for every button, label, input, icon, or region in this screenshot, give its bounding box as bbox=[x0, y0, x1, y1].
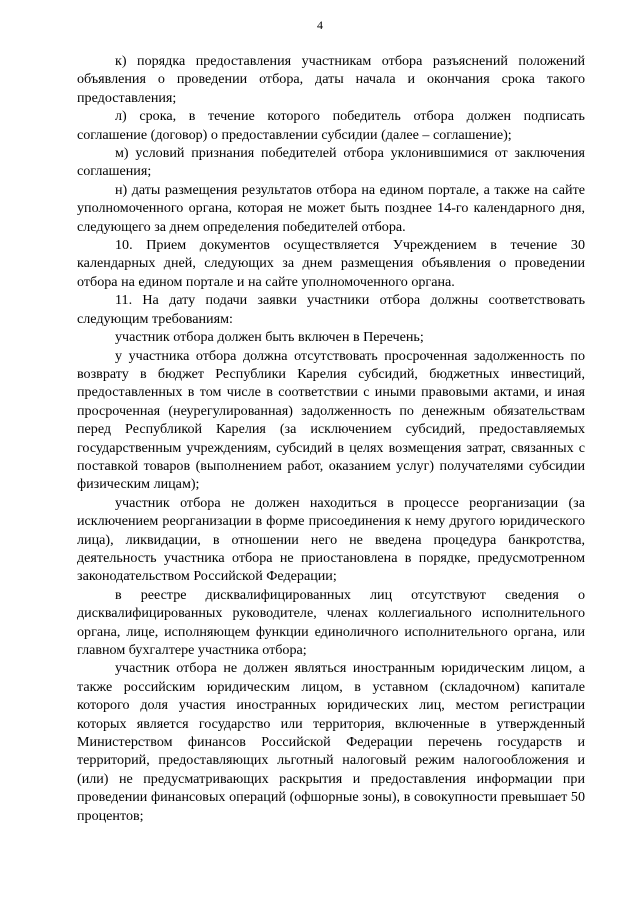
requirement-no-reorganization: участник отбора не должен находиться в процессе реорганизации (за исключением реорганизации в форме присоединения к нему другого юридического лица), ликвидации, в отношении него не введена процедура банкротства, деятельность участника отбора не приостановлена в порядке, предусмотренном законодательством Российской Федерации; bbox=[77, 494, 585, 585]
document-body bbox=[77, 52, 585, 825]
paragraph-item-n: н) даты размещения результатов отбора на едином портале, а также на сайте уполномоченного органа, которая не может быть позднее 14-го календарного дня, следующего за днем определения победителей отбора. bbox=[77, 181, 585, 235]
requirement-no-overdue-debt: у участника отбора должна отсутствовать просроченная задолженность по возврату в бюджет Республики Карелия субсидий, бюджетных инвестиций, предоставленных в том числе в соответствии с иными правовыми актами, и иная просроченная (неурегулированная) задолженность по денежным обязательствам перед Республикой Карелия (за исключением субсидий, предоставляемых государственным учреждениям, субсидий в целях возмещения затрат, связанных с поставкой товаров (выполнением работ, оказанием услуг) получателями субсидии физическим лицам); bbox=[77, 347, 585, 493]
paragraph-item-l: л) срока, в течение которого победитель отбора должен подписать соглашение (договор) о предоставлении субсидии (далее – соглашение); bbox=[77, 108, 585, 143]
requirement-not-foreign-entity: участник отбора не должен являться иностранным юридическим лицом, а также российским юридическим лицом, в уставном (складочном) капитале которого доля участия иностранных юридических лиц, местом регистрации которых является государство или территория, включенные в утвержденный Министерством финансов Российской Федерации перечень государств и территорий, предоставляющих льготный налоговый режим налогообложения и (или) не предусматривающих раскрытия и предоставления информации при проведении финансовых операций (офшорные зоны), в совокупности превышает 50 процентов; bbox=[77, 660, 585, 824]
paragraph-clause-10: 10. Прием документов осуществляется Учреждением в течение 30 календарных дней, следующих за днем размещения объявления о проведении отбора на едином портале и на сайте уполномоченного органа. bbox=[77, 237, 585, 290]
page-number: 4 bbox=[317, 18, 323, 32]
requirement-no-disqualified-persons: в реестре дисквалифицированных лиц отсутствуют сведения о дисквалифицированных руководителе, членах коллегиального исполнительного органа, лице, исполняющем функции единоличного исполнительного органа, или главном бухгалтере участника отбора; bbox=[77, 586, 585, 658]
paragraph-item-k: к) порядка предоставления участникам отбора разъяснений положений объявления о проведении отбора, даты начала и окончания срока такого предоставления; bbox=[77, 53, 585, 106]
requirement-included-in-list: участник отбора должен быть включен в Перечень; bbox=[115, 329, 424, 346]
paragraph-item-m: м) условий признания победителей отбора уклонившимися от заключения соглашения; bbox=[77, 145, 585, 180]
paragraph-clause-11: 11. На дату подачи заявки участники отбора должны соответствовать следующим требованиям: bbox=[77, 292, 585, 327]
